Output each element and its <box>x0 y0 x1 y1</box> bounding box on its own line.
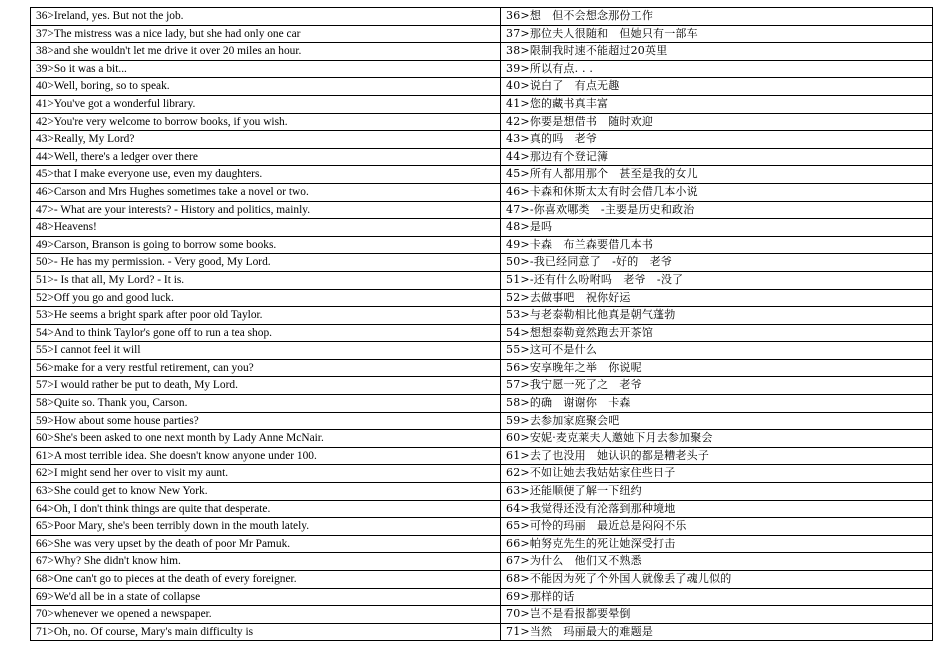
english-line-cell: 51>- Is that all, My Lord? - It is. <box>31 271 501 289</box>
chinese-line-cell: 61>去了也没用 她认识的都是糟老头子 <box>501 447 933 465</box>
english-line-cell: 56>make for a very restful retirement, can you? <box>31 359 501 377</box>
chinese-line-cell: 56>安享晚年之举 你说呢 <box>501 359 933 377</box>
chinese-line-cell: 58>的确 谢谢你 卡森 <box>501 395 933 413</box>
chinese-line-cell: 69>那样的话 <box>501 588 933 606</box>
chinese-line-cell: 63>还能顺便了解一下纽约 <box>501 483 933 501</box>
subtitle-row <box>31 95 933 113</box>
english-line-cell: 40>Well, boring, so to speak. <box>31 78 501 96</box>
subtitle-row <box>31 518 933 536</box>
english-line-cell: 47>- What are your interests? - History and politics, mainly. <box>31 201 501 219</box>
subtitle-row <box>31 588 933 606</box>
english-line-cell: 64>Oh, I don't think things are quite that desperate. <box>31 500 501 518</box>
subtitle-row <box>31 8 933 26</box>
chinese-line-cell: 51>-还有什么吩咐吗 老爷 -没了 <box>501 271 933 289</box>
chinese-line-cell: 67>为什么 他们又不熟悉 <box>501 553 933 571</box>
subtitle-row <box>31 447 933 465</box>
subtitle-row <box>31 377 933 395</box>
chinese-line-cell: 49>卡森 布兰森要借几本书 <box>501 236 933 254</box>
subtitle-row <box>31 43 933 61</box>
chinese-line-cell: 45>所有人都用那个 甚至是我的女儿 <box>501 166 933 184</box>
subtitle-row <box>31 324 933 342</box>
english-line-cell: 50>- He has my permission. - Very good, My Lord. <box>31 254 501 272</box>
english-line-cell: 39>So it was a bit... <box>31 60 501 78</box>
chinese-line-cell: 38>限制我时速不能超过20英里 <box>501 43 933 61</box>
english-line-cell: 69>We'd all be in a state of collapse <box>31 588 501 606</box>
subtitle-row <box>31 148 933 166</box>
subtitle-row <box>31 553 933 571</box>
english-line-cell: 45>that I make everyone use, even my daughters. <box>31 166 501 184</box>
english-line-cell: 67>Why? She didn't know him. <box>31 553 501 571</box>
english-line-cell: 53>He seems a bright spark after poor old Taylor. <box>31 307 501 325</box>
chinese-line-cell: 57>我宁愿一死了之 老爷 <box>501 377 933 395</box>
chinese-line-cell: 40>说白了 有点无趣 <box>501 78 933 96</box>
chinese-line-cell: 71>当然 玛丽最大的难题是 <box>501 623 933 641</box>
subtitle-row <box>31 78 933 96</box>
subtitle-row <box>31 271 933 289</box>
chinese-line-cell: 46>卡森和休斯太太有时会借几本小说 <box>501 183 933 201</box>
subtitle-row <box>31 236 933 254</box>
subtitle-row <box>31 219 933 237</box>
subtitle-row <box>31 183 933 201</box>
english-line-cell: 60>She's been asked to one next month by Lady Anne McNair. <box>31 430 501 448</box>
english-line-cell: 66>She was very upset by the death of poor Mr Pamuk. <box>31 535 501 553</box>
english-line-cell: 65>Poor Mary, she's been terribly down in the mouth lately. <box>31 518 501 536</box>
chinese-line-cell: 48>是吗 <box>501 219 933 237</box>
chinese-line-cell: 66>帕努克先生的死让她深受打击 <box>501 535 933 553</box>
subtitle-document-page <box>30 7 932 640</box>
subtitle-row <box>31 535 933 553</box>
english-line-cell: 71>Oh, no. Of course, Mary's main difficulty is <box>31 623 501 641</box>
subtitle-row <box>31 571 933 589</box>
english-line-cell: 54>And to think Taylor's gone off to run a tea shop. <box>31 324 501 342</box>
chinese-line-cell: 39>所以有点. . . <box>501 60 933 78</box>
english-line-cell: 42>You're very welcome to borrow books, if you wish. <box>31 113 501 131</box>
chinese-line-cell: 43>真的吗 老爷 <box>501 131 933 149</box>
subtitle-row <box>31 500 933 518</box>
english-line-cell: 58>Quite so. Thank you, Carson. <box>31 395 501 413</box>
subtitle-row <box>31 465 933 483</box>
chinese-line-cell: 62>不如让她去我姑姑家住些日子 <box>501 465 933 483</box>
english-line-cell: 44>Well, there's a ledger over there <box>31 148 501 166</box>
english-line-cell: 68>One can't go to pieces at the death of every foreigner. <box>31 571 501 589</box>
chinese-line-cell: 65>可怜的玛丽 最近总是闷闷不乐 <box>501 518 933 536</box>
chinese-line-cell: 68>不能因为死了个外国人就像丢了魂儿似的 <box>501 571 933 589</box>
chinese-line-cell: 52>去做事吧 祝你好运 <box>501 289 933 307</box>
subtitle-row <box>31 395 933 413</box>
chinese-line-cell: 37>那位夫人很随和 但她只有一部车 <box>501 25 933 43</box>
subtitle-row <box>31 412 933 430</box>
english-line-cell: 43>Really, My Lord? <box>31 131 501 149</box>
subtitle-row <box>31 359 933 377</box>
chinese-line-cell: 54>想想泰勒竟然跑去开茶馆 <box>501 324 933 342</box>
chinese-line-cell: 42>你要是想借书 随时欢迎 <box>501 113 933 131</box>
chinese-line-cell: 64>我觉得还没有沦落到那种境地 <box>501 500 933 518</box>
english-line-cell: 48>Heavens! <box>31 219 501 237</box>
subtitle-row <box>31 25 933 43</box>
chinese-line-cell: 55>这可不是什么 <box>501 342 933 360</box>
bilingual-subtitle-table <box>30 7 933 641</box>
subtitle-row <box>31 131 933 149</box>
english-line-cell: 62>I might send her over to visit my aunt. <box>31 465 501 483</box>
subtitle-row <box>31 201 933 219</box>
subtitle-row <box>31 342 933 360</box>
english-line-cell: 38>and she wouldn't let me drive it over 20 miles an hour. <box>31 43 501 61</box>
english-line-cell: 61>A most terrible idea. She doesn't know anyone under 100. <box>31 447 501 465</box>
subtitle-row <box>31 60 933 78</box>
chinese-line-cell: 50>-我已经同意了 -好的 老爷 <box>501 254 933 272</box>
subtitle-table-body <box>31 8 933 641</box>
subtitle-row <box>31 623 933 641</box>
chinese-line-cell: 70>岂不是看报都要晕倒 <box>501 606 933 624</box>
chinese-line-cell: 44>那边有个登记簿 <box>501 148 933 166</box>
chinese-line-cell: 60>安妮·麦克莱夫人邀她下月去参加聚会 <box>501 430 933 448</box>
subtitle-row <box>31 254 933 272</box>
subtitle-row <box>31 606 933 624</box>
english-line-cell: 63>She could get to know New York. <box>31 483 501 501</box>
english-line-cell: 36>Ireland, yes. But not the job. <box>31 8 501 26</box>
chinese-line-cell: 41>您的藏书真丰富 <box>501 95 933 113</box>
subtitle-row <box>31 113 933 131</box>
chinese-line-cell: 53>与老泰勒相比他真是朝气蓬勃 <box>501 307 933 325</box>
subtitle-row <box>31 483 933 501</box>
subtitle-row <box>31 307 933 325</box>
subtitle-row <box>31 166 933 184</box>
chinese-line-cell: 59>去参加家庭聚会吧 <box>501 412 933 430</box>
english-line-cell: 37>The mistress was a nice lady, but she had only one car <box>31 25 501 43</box>
chinese-line-cell: 47>-你喜欢哪类 -主要是历史和政治 <box>501 201 933 219</box>
english-line-cell: 41>You've got a wonderful library. <box>31 95 501 113</box>
english-line-cell: 46>Carson and Mrs Hughes sometimes take a novel or two. <box>31 183 501 201</box>
english-line-cell: 49>Carson, Branson is going to borrow some books. <box>31 236 501 254</box>
english-line-cell: 52>Off you go and good luck. <box>31 289 501 307</box>
english-line-cell: 57>I would rather be put to death, My Lord. <box>31 377 501 395</box>
english-line-cell: 59>How about some house parties? <box>31 412 501 430</box>
chinese-line-cell: 36>想 但不会想念那份工作 <box>501 8 933 26</box>
english-line-cell: 55>I cannot feel it will <box>31 342 501 360</box>
subtitle-row <box>31 289 933 307</box>
english-line-cell: 70>whenever we opened a newspaper. <box>31 606 501 624</box>
subtitle-row <box>31 430 933 448</box>
